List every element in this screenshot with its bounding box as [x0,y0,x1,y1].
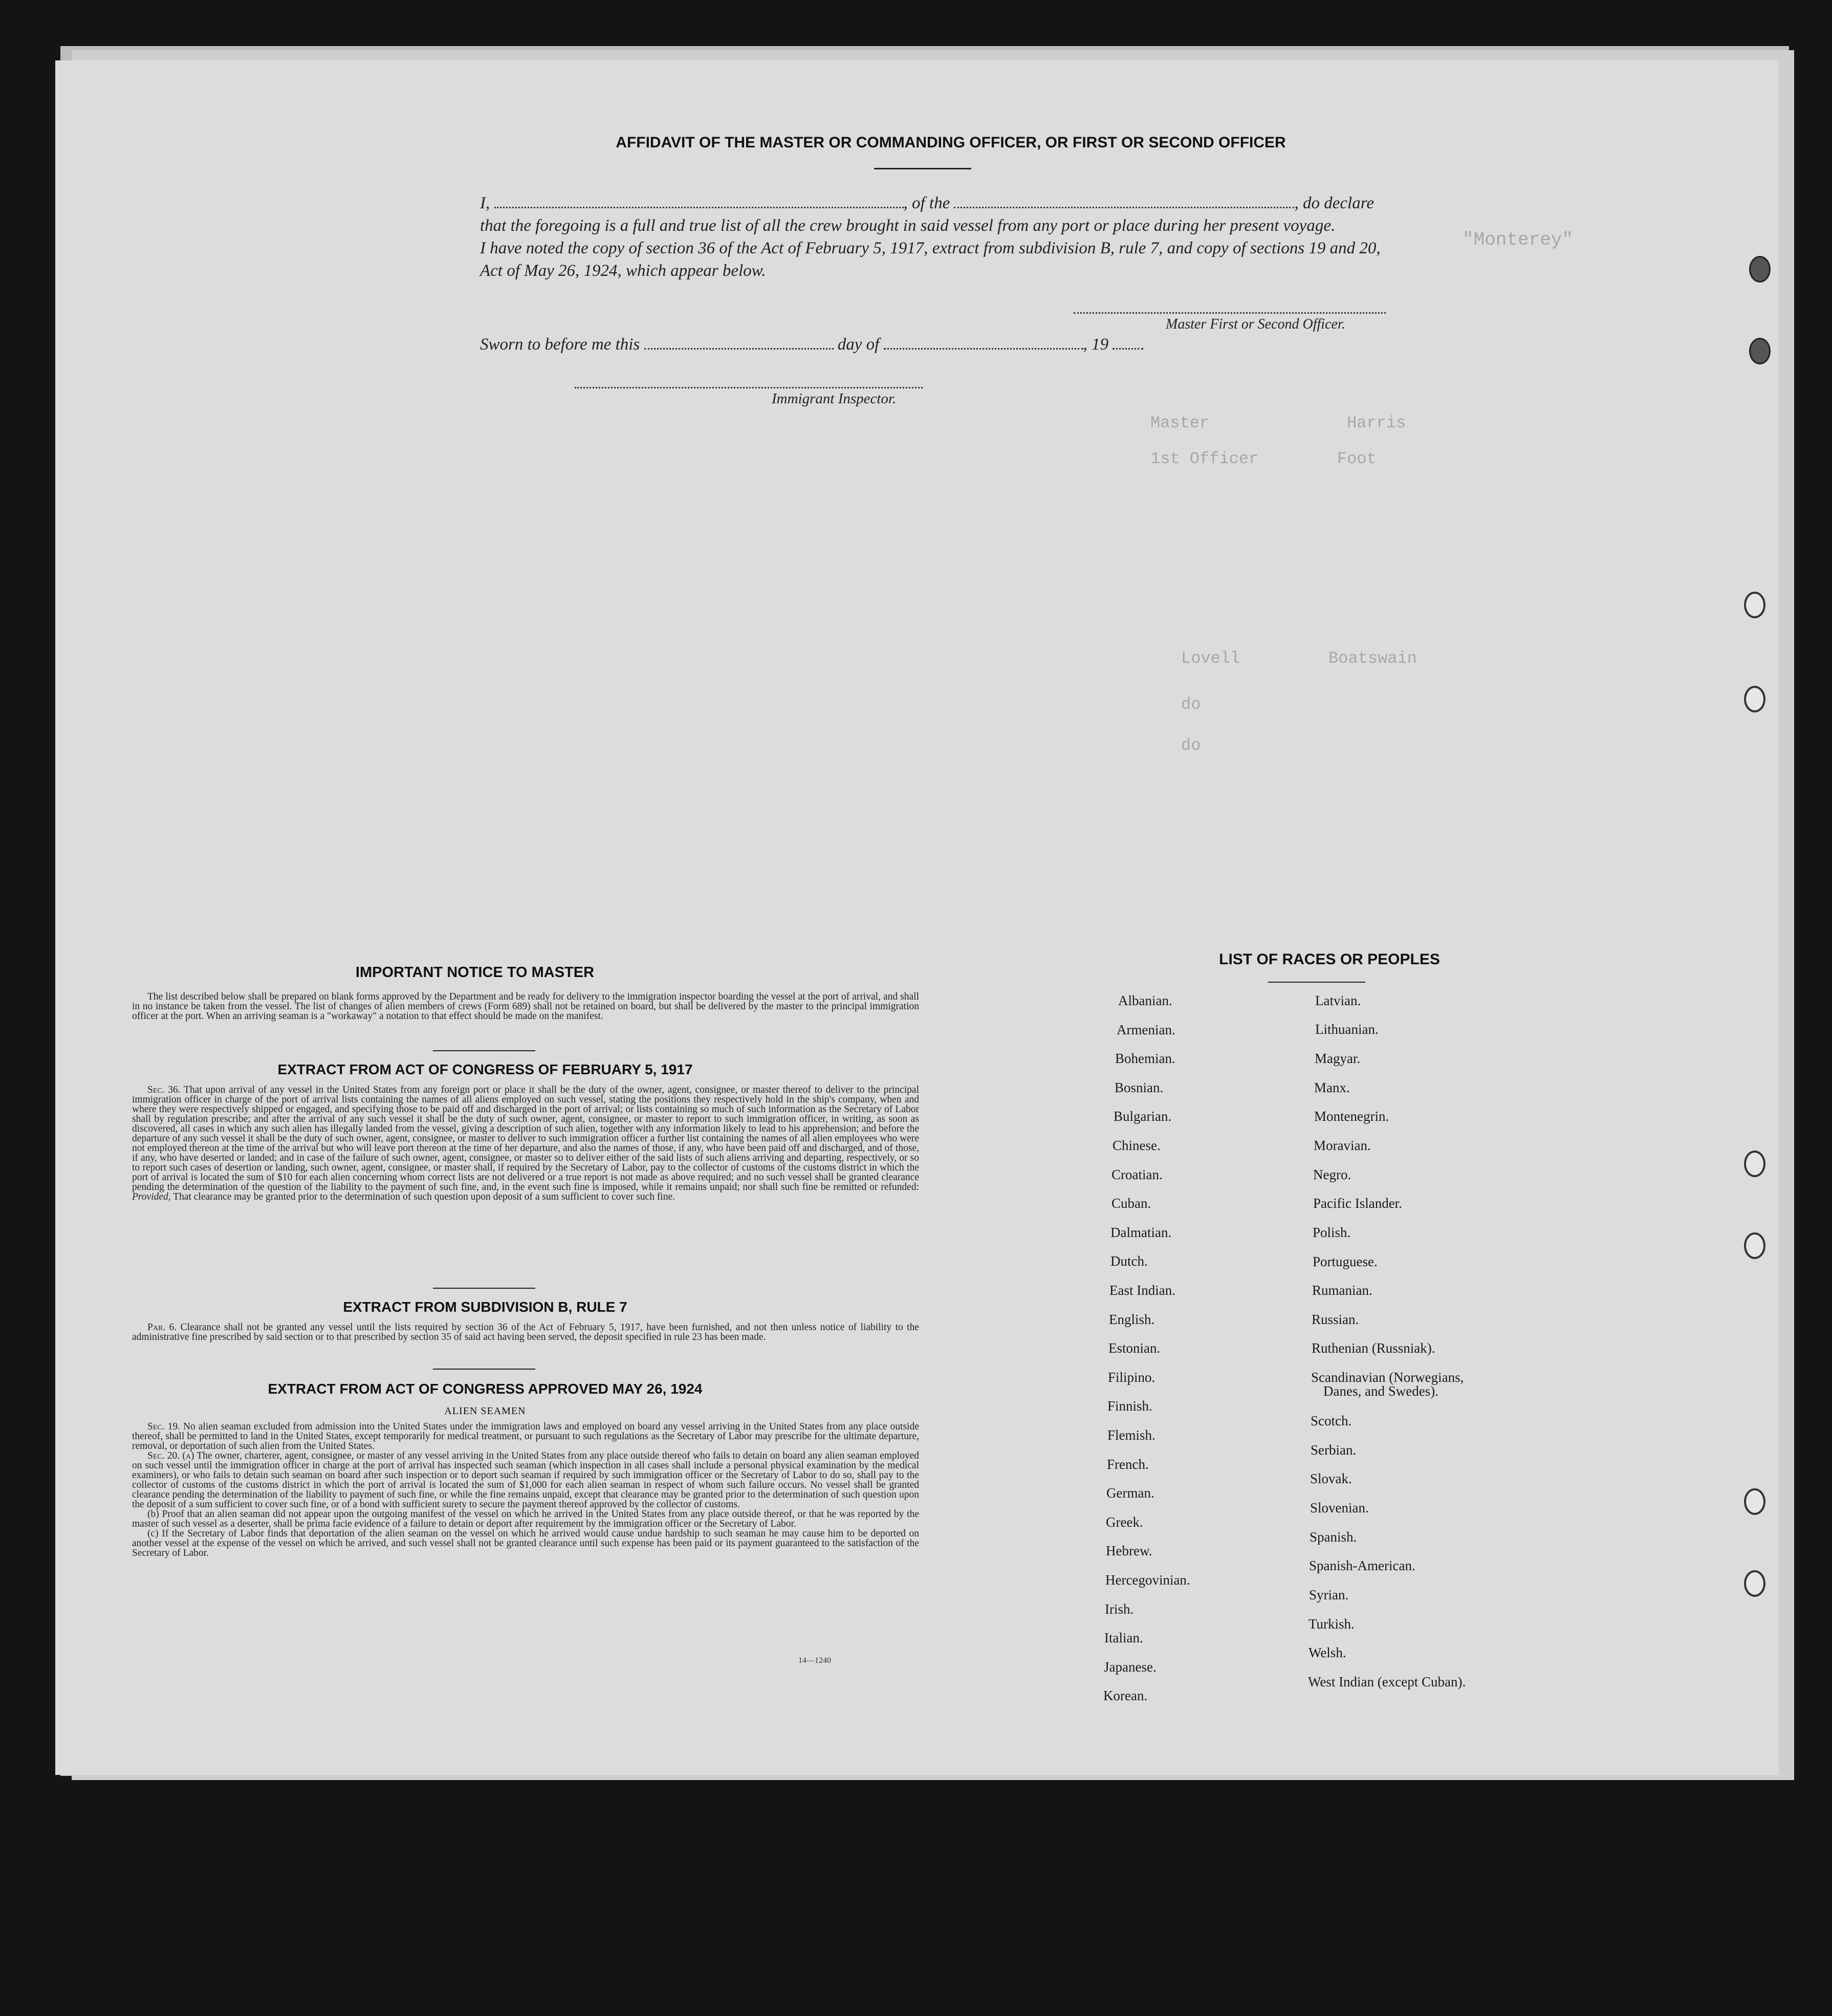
affidavit-line-4: Act of May 26, 1924, which appear below. [480,262,766,280]
sec-36-label: Sec. 36. [147,1085,181,1095]
divider [433,1050,535,1051]
show-through-text: 1st Officer Foot [1150,449,1377,468]
race-item: Scandinavian (Norwegians, [1311,1370,1464,1385]
alien-seamen-subtitle: ALIEN SEAMEN [444,1405,526,1417]
race-item: Danes, and Swedes). [1323,1383,1438,1399]
notice-text [132,992,919,1021]
race-item: West Indian (except Cuban). [1308,1674,1466,1689]
race-item: English. [1109,1311,1155,1327]
race-item: Albanian. [1118,993,1172,1008]
extract-1917-title: EXTRACT FROM ACT OF CONGRESS OF FEBRUARY 5, 1917 [277,1061,693,1077]
race-item: Spanish-American. [1309,1558,1415,1573]
affidavit-title: AFFIDAVIT OF THE MASTER OR COMMANDING OFFICER, OR FIRST OR SECOND OFFICER [616,134,1286,151]
race-item: Estonian. [1108,1340,1161,1356]
show-through-text: Lovell Boatswain [1181,649,1417,668]
sworn-line [480,334,1143,356]
show-through-text: "Monterey" [1463,229,1574,250]
race-item: Latvian. [1315,993,1361,1008]
punch-hole [1744,686,1765,712]
race-item: Japanese. [1104,1659,1157,1675]
race-item: East Indian. [1109,1283,1175,1298]
form-number: 14—1240 [798,1656,831,1665]
name-blank[interactable] [494,196,904,208]
race-item: French. [1107,1456,1149,1472]
race-item: Polish. [1313,1225,1351,1240]
race-item: Finnish. [1107,1398,1152,1414]
race-item: Slovenian. [1310,1500,1369,1515]
race-item: Chinese. [1113,1138,1161,1153]
race-item: Syrian. [1309,1587,1349,1602]
divider [433,1288,535,1289]
year-label: , 19 [1083,335,1109,354]
sec-20c-text: If the Secretary of Labor finds that deportation of the alien seaman on the vessel on which he arrived would cause undue hardship to such seaman he may cause him to be deported on another vessel at the expense of the vessel on which he arrived, and such vessel shall not be granted clearance until such expense has been paid or its payment guaranteed to the satisfaction of the Secretary of Labor. [132,1528,919,1558]
sec-20b-label: (b) [147,1509,159,1520]
race-item: Italian. [1104,1630,1143,1646]
extract-1924-text [132,1422,919,1558]
race-item: Bohemian. [1115,1051,1175,1067]
race-item: Bosnian. [1115,1079,1164,1095]
punch-hole [1744,1151,1765,1177]
proviso-text: That clearance may be granted prior to the determination of such question upon deposit of a sum sufficient to cover such fine. [173,1191,675,1202]
punch-hole [1744,1488,1765,1515]
race-item: Bulgarian. [1114,1109,1172,1124]
sec-20b-text: Proof that an alien seaman did not appear upon the outgoing manifest of the vessel on which he arrived in the United States from any place outside thereof, or that he was reported by the master of such vessel as a deserter, shall be prima facie evidence of a failure to detain or deport after requirement by the immigration officer or the Secretary of Labor. [132,1509,920,1529]
divider [1268,982,1365,983]
divider [433,1369,535,1370]
race-item: Hebrew. [1106,1543,1152,1559]
extract-rule7-title: EXTRACT FROM SUBDIVISION B, RULE 7 [343,1299,627,1315]
race-item: Pacific Islander. [1313,1196,1402,1211]
race-item: Russian. [1312,1312,1359,1327]
punch-hole [1744,1570,1765,1597]
punch-hole [1744,592,1765,618]
race-item: Filipino. [1108,1369,1155,1385]
punch-hole [1744,1232,1765,1259]
punch-hole [1749,338,1771,364]
show-through-text: do [1181,736,1201,755]
affidavit-i-label: I, [480,194,490,212]
race-item: Croatian. [1111,1166,1163,1182]
race-item: Greek. [1106,1514,1143,1530]
race-item: Rumanian. [1312,1283,1372,1298]
day-of-label: day of [837,335,880,354]
master-signature-label: Master First or Second Officer. [1166,316,1345,332]
proviso-label: Provided, [132,1191,171,1202]
par-6-label: Par. 6. [147,1322,177,1333]
race-item: Spanish. [1310,1529,1357,1545]
notice-title: IMPORTANT NOTICE TO MASTER [355,964,595,981]
race-item: German. [1106,1485,1154,1501]
race-item: Ruthenian (Russniak). [1312,1340,1435,1356]
divider [874,168,971,169]
document-page [55,60,1779,1775]
show-through-text: do [1181,695,1201,714]
race-item: Portuguese. [1313,1254,1378,1269]
sworn-year-blank[interactable] [1113,337,1143,350]
extract-1917-text [132,1085,919,1202]
punch-hole [1749,256,1771,283]
show-through-text: Master Harris [1150,414,1406,432]
race-item: Scotch. [1311,1413,1352,1428]
race-item: Cuban. [1111,1196,1151,1211]
race-item: Korean. [1103,1688,1148,1704]
race-item: Irish. [1105,1601,1134,1617]
extract-rule7-text [132,1323,919,1342]
race-item: Dutch. [1110,1253,1148,1269]
sec-20a-label: Sec. 20. (a) [147,1450,194,1461]
sec-20c-label: (c) [147,1528,159,1539]
par-6-text: Clearance shall not be granted any vessel until the lists required by section 36 of the Act of February 5, 1917, have been furnished, and not then unless notice of liability to the administrative fine prescribed by said section or to that prescribed by section 35 of said act having been served, the deposit specified in rule 23 has been made. [132,1322,919,1342]
race-item: Armenian. [1117,1022,1175,1037]
race-item: Hercegovinian. [1105,1572,1190,1588]
extract-1924-title: EXTRACT FROM ACT OF CONGRESS APPROVED MAY 26, 1924 [268,1381,703,1397]
notice-paragraph: The list described below shall be prepared on blank forms approved by the Department and be ready for delivery to the immigration inspector boarding the vessel at the port of arrival, and shall in no instance be taken from the vessel. The list of changes of alien members of crews (Form 689) shall not be retained on board, but shall be delivered by the master to the principal immigration officer at the port. When an arriving seaman is a "workaway" a notation to that effect should be made on the manifest. [132,991,919,1022]
race-item: Turkish. [1308,1616,1355,1632]
race-item: Slovak. [1310,1471,1352,1486]
race-item: Dalmatian. [1110,1224,1172,1240]
race-item: Flemish. [1107,1427,1155,1443]
races-title: LIST OF RACES OR PEOPLES [1219,951,1440,968]
race-item: Lithuanian. [1315,1022,1379,1037]
affidavit-line-2: that the foregoing is a full and true list of all the crew brought in said vessel from any port or place during her present voyage. [480,216,1336,235]
inspector-label: Immigrant Inspector. [772,391,897,407]
race-item: Manx. [1314,1080,1350,1095]
sworn-month-blank[interactable] [884,337,1083,350]
sec-19-text: No alien seaman excluded from admission into the United States under the immigration laws and employed on board any vessel arriving in the United States from any place outside thereof, shall be permitted to land in the United States, except temporarily for medical treatment, or pursuant to such regulations as the Secretary of Labor may prescribe for the ultimate departure, removal, or deportation of such alien from the United States. [132,1421,920,1451]
sec-20a-text: The owner, charterer, agent, consignee, or master of any vessel arriving in the United States from any place outside thereof who fails to detain on board any alien seaman employed on such vessel until the immigration officer in charge at the port of arrival has inspected such seaman (which inspection in all cases shall include a personal physical examination by the medical examiners), or who fails to detain such seaman on board after such inspection or to deport such seaman if required by such immigration officer or the Secretary of Labor to do so, shall pay to the collector of customs of the customs district in which the port of arrival is located the sum of $1,000 for each alien seaman in respect of whom such failure occurs. No vessel shall be granted clearance pending the determination of the liability to payment of such fine, or while the fine remains unpaid, except that clearance may be granted prior to the determination of such question upon the deposit of a sum sufficient to cover such fine, or of a bond with sufficient surety to secure the payment thereof approved by the collector of customs. [132,1450,919,1510]
race-item: Magyar. [1315,1051,1361,1066]
affidavit-line-1 [480,192,1463,214]
sworn-day-blank[interactable] [644,337,834,350]
race-item: Montenegrin. [1314,1109,1389,1124]
race-item: Negro. [1313,1167,1351,1182]
affidavit-do-declare-label: , do declare [1294,194,1374,212]
vessel-blank[interactable] [954,196,1294,208]
sec-36-text: That upon arrival of any vessel in the United States from any foreign port or place it shall be the duty of the owner, agent, consignee, or master thereof to deliver to the principal immigration officer in charge of the port of arrival lists containing the names of all aliens employed on such vessel, stating the positions they respectively hold in the ship's company, when and where they were respectively shipped or engaged, and specifying those to be paid off and discharged in the port of arrival; or lists containing so much of such information as the Secretary of Labor shall by regulation prescribe; and after the arrival of any such vessel it shall be the duty of such owner, agent, consignee, or master to report to such immigration officer, in writing, as soon as discovered, all cases in which any such alien has illegally landed from the vessel, giving a description of such alien, together with any information likely to lead to his apprehension; and before the departure of any such vessel it shall be the duty of such owner, agent, consignee, or master to deliver to such immigration officer a further list containing the names of all alien employees who were not employed thereon at the time of the arrival but who will leave port thereon at the time of her departure, and also the names of those, if any, who have been paid off and discharged, and of those, if any, who have deserted or landed; and in case of the failure of such owner, agent, consignee, or master so to deliver either of the said lists of such aliens arriving and departing, respectively, or so to report such cases of desertion or landing, such owner, agent, consignee, or master shall, if required by the Secretary of Labor, pay to the collector of customs of the customs district in which the port of arrival is located the sum of $10 for each alien concerning whom correct lists are not delivered or a true report is not made as above required; and no such vessel shall be granted clearance pending the determination of the question of the liability to the payment of such fine, and, in the event such fine is imposed, while it remains unpaid; nor shall such fine be remitted or refunded: [132,1085,919,1193]
affidavit-line-3: I have noted the copy of section 36 of the Act of February 5, 1917, extract from subdivision B, rule 7, and copy of sections 19 and 20, [480,239,1381,257]
race-item: Serbian. [1311,1442,1357,1458]
race-item: Moravian. [1314,1138,1371,1153]
sworn-label: Sworn to before me this [480,335,640,354]
race-item: Welsh. [1308,1645,1346,1660]
sec-19-label: Sec. 19. [147,1421,180,1432]
affidavit-of-the-label: , of the [903,194,950,212]
